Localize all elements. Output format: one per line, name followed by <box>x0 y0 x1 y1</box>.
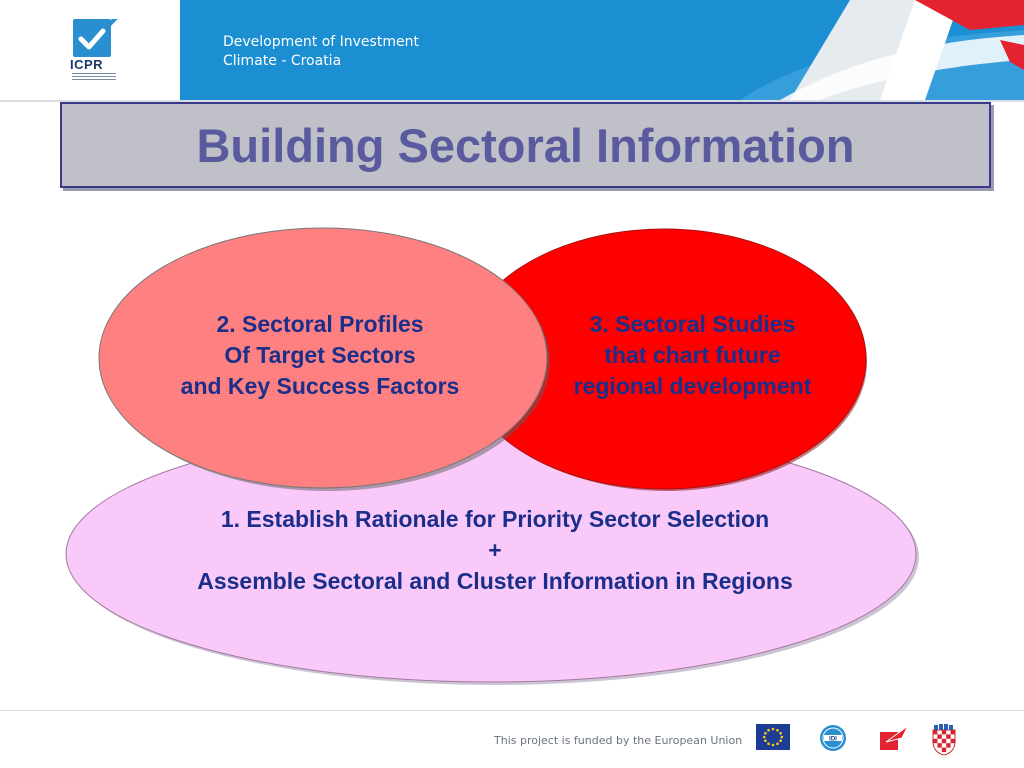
idi-logo-icon <box>818 724 848 757</box>
studies-line1: 3. Sectoral Studies <box>589 311 796 337</box>
eu-flag-icon <box>756 724 790 755</box>
profiles-line2: Of Target Sectors <box>224 342 416 368</box>
ministry-logo-icon <box>878 724 910 757</box>
studies-line2: that chart future <box>604 342 781 368</box>
label-studies <box>545 309 840 402</box>
studies-line3: regional development <box>573 373 812 399</box>
funding-text: This project is funded by the European Union <box>494 734 743 747</box>
footer-divider <box>0 710 1024 711</box>
label-profiles <box>150 309 490 402</box>
project-title-line2: Climate - Croatia <box>223 53 342 69</box>
profiles-line3: and Key Success Factors <box>180 373 460 399</box>
logo-text: ICPR <box>70 57 104 72</box>
slide-title: Building Sectoral Information <box>196 118 855 172</box>
project-title-line1: Development of Investment <box>223 34 419 50</box>
label-base <box>100 504 890 597</box>
croatia-coat-of-arms-icon <box>931 724 957 761</box>
base-line2: + <box>488 537 502 563</box>
svg-text:IDI: IDI <box>829 736 837 743</box>
base-line3: Assemble Sectoral and Cluster Information in Regions <box>197 568 793 594</box>
base-line1: 1. Establish Rationale for Priority Sector Selection <box>220 506 770 532</box>
profiles-line1: 2. Sectoral Profiles <box>216 311 424 337</box>
